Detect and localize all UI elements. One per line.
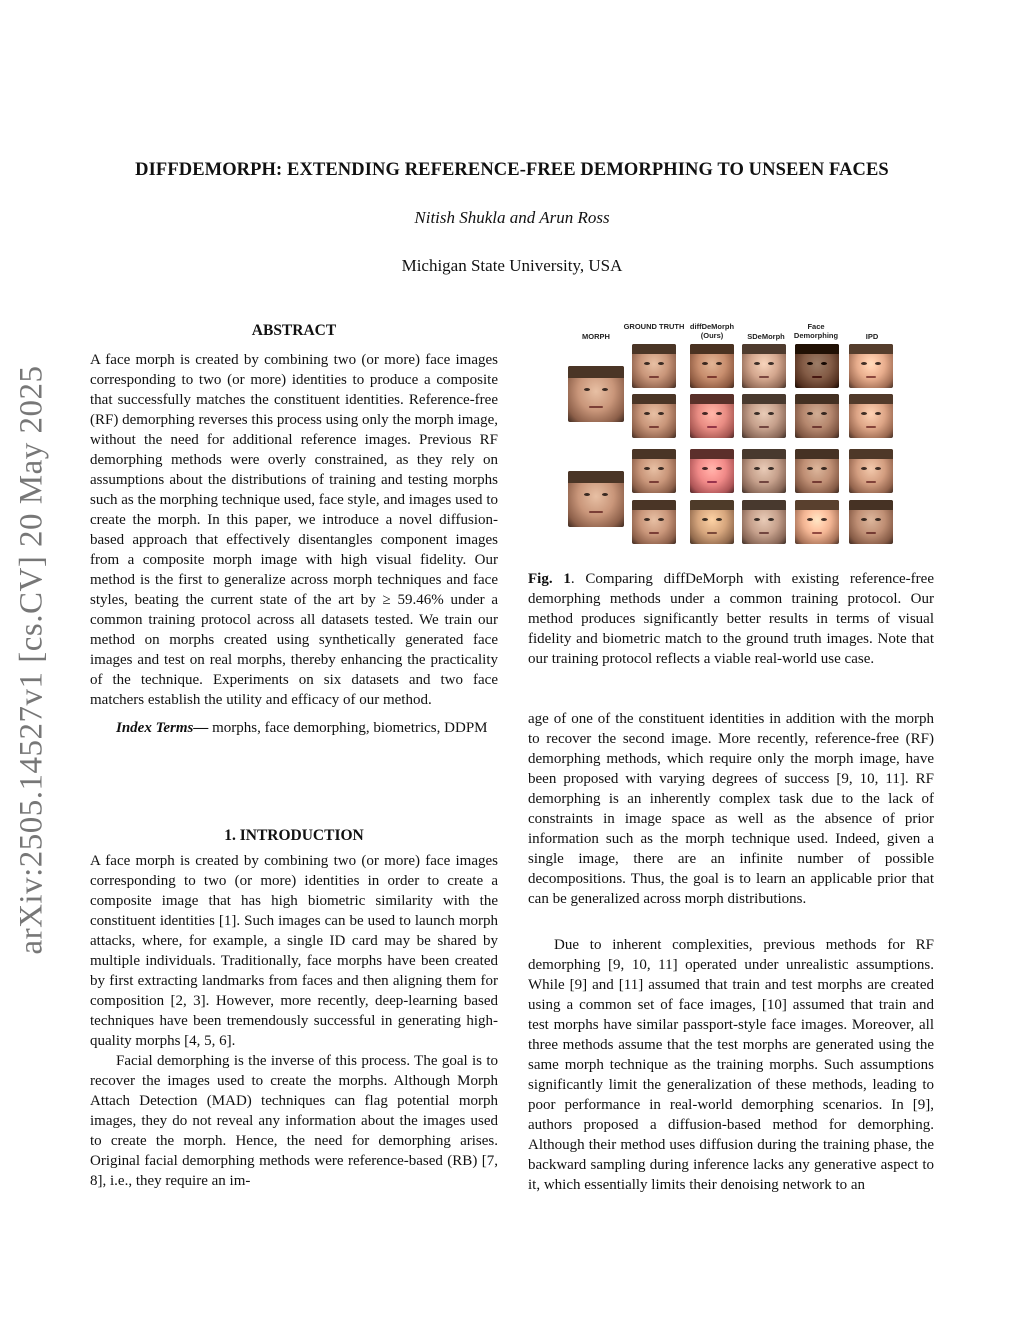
- abstract-body: [90, 350, 498, 738]
- face-image: [742, 344, 786, 388]
- index-terms: [90, 718, 498, 738]
- figure-caption-label: Fig. 1: [528, 571, 571, 587]
- col-header-morph: MORPH: [582, 332, 610, 341]
- abstract-text: A face morph is created by combining two (or more) face images corresponding to two (or more) identities to produce a composite that successfully matches the constituent identities. Reference-free (RF) demorphing reverses this process using only the morph image, without the need for additional reference images. Previous RF demorphing methods were overly constrained, as they rely on assumptions about the distributions of training and testing morphs such as the morphing technique used, face style, and images used to create the morph. In this paper, we introduce a novel diffusion-based approach that effectively disentangles component images from a composite morph image with high visual fidelity. Our method is the first to generalize across morph techniques and face styles, beating the current state of the art by ≥ 59.46% under a common training protocol across all datasets tested. We train our method on morphs created using synthetically generated face images and test on real morphs, thereby enhancing the practicality of the technique. Experiments on six datasets and two face matchers establish the utility and efficacy of our method.: [90, 352, 498, 708]
- face-image: [632, 344, 676, 388]
- face-image: [632, 500, 676, 544]
- face-image: [849, 394, 893, 438]
- morph-image-2: [568, 471, 624, 527]
- face-image: [795, 449, 839, 493]
- face-image: [795, 344, 839, 388]
- right-paragraph-1: age of one of the constituent identities in addition with the morph to recover the second image. More recently, reference-free (RF) demorphing methods, which require only the morph image, have been proposed with varying degrees of success [9, 10, 11]. RF demorphing is an inherently complex task due to the lack of constraints in image space as well as the absence of prior information such as the morph technique used. Indeed, given a single image, there are an infinite number of possible decompositions. Thus, the goal is to learn an applicable prior that can be generalized across morph distributions.: [528, 711, 934, 907]
- intro-paragraph-2: Facial demorphing is the inverse of this process. The goal is to recover the images used to create the morphs. Although Morph Attach Detection (MAD) techniques can flag potential morph images, they do not reveal any information about the images used to create the morph. Hence, the need for demorphing arises. Original facial demorphing methods were reference-based (RB) [7, 8], i.e., they require an im-: [90, 1053, 498, 1189]
- face-image: [742, 449, 786, 493]
- arxiv-watermark: [0, 0, 60, 1325]
- face-image: [795, 500, 839, 544]
- right-column-body: [528, 709, 934, 1195]
- face-image: [690, 394, 734, 438]
- paper-affiliation: Michigan State University, USA: [401, 256, 623, 275]
- face-image: [690, 500, 734, 544]
- paper-title: DIFFDEMORPH: EXTENDING REFERENCE-FREE DEMORPHING TO UNSEEN FACES: [135, 160, 889, 180]
- figure-caption-text: . Comparing diffDeMorph with existing reference-free demorphing methods under a common training protocol. Our method produces significantly better results in terms of visual fidelity and biometric match to the ground truth images. Note that our training protocol reflects a viable real-world use case.: [528, 571, 934, 667]
- intro-paragraph-1: A face morph is created by combining two (or more) face images corresponding to two (or more) identities in order to create a composite image that has high biometric similarity with the constituent identities [1]. Such images can be used to launch morph attacks, where, for example, a single ID card may be shared by multiple individuals. Traditionally, face morphs have been created by first extracting landmarks from faces and then aligning them for composition [2, 3]. However, more recently, deep-learning based techniques have been tremendously successful in generating high-quality morphs [4, 5, 6].: [90, 853, 498, 1049]
- index-terms-label: Index Terms—: [116, 720, 209, 736]
- intro-heading: 1. INTRODUCTION: [224, 827, 364, 844]
- figure-column-headers: [528, 318, 934, 344]
- face-image: [849, 500, 893, 544]
- face-image: [795, 394, 839, 438]
- col-header-sdemorph: SDeMorph: [747, 332, 785, 341]
- figure-1: [528, 318, 934, 548]
- intro-body: [90, 851, 498, 1191]
- paper-authors: Nitish Shukla and Arun Ross: [414, 208, 610, 227]
- face-image: [742, 394, 786, 438]
- col-header-face-demorphing: Face Demorphing: [793, 322, 839, 340]
- arxiv-id: arXiv:2505.14527v1 [cs.CV] 20 May 2025: [13, 365, 50, 955]
- face-image: [742, 500, 786, 544]
- face-image: [632, 449, 676, 493]
- figure-caption: [528, 569, 934, 669]
- abstract-heading: ABSTRACT: [251, 322, 337, 339]
- face-image: [690, 449, 734, 493]
- morph-image-1: [568, 366, 624, 422]
- face-image: [849, 449, 893, 493]
- col-header-ground-truth: GROUND TRUTH: [623, 322, 685, 331]
- col-header-ipd: IPD: [865, 332, 879, 341]
- index-terms-text: morphs, face demorphing, biometrics, DDPM: [208, 720, 488, 736]
- face-image: [690, 344, 734, 388]
- face-image: [849, 344, 893, 388]
- col-header-diffdemorph: diffDeMorph (Ours): [689, 322, 735, 340]
- right-paragraph-2: Due to inherent complexities, previous methods for RF demorphing [9, 10, 11] operated under unrealistic assumptions. While [9] and [11] assumed that train and test morphs are created using a common set of face images, [10] assumed that train and test morphs have similar passport-style face images. Moreover, all three methods assume that the test morphs are generated using the same morph technique as the training morphs. Such assumptions significantly limit the generalization of these methods, leading to poor performance in real-world demorphing scenarios. In [9], authors proposed a diffusion-based method for demorphing. Although their method uses diffusion during the training phase, the backward sampling during inference lacks any generative aspect to it, which essentially limits their denoising network to an: [528, 937, 934, 1193]
- face-image: [632, 394, 676, 438]
